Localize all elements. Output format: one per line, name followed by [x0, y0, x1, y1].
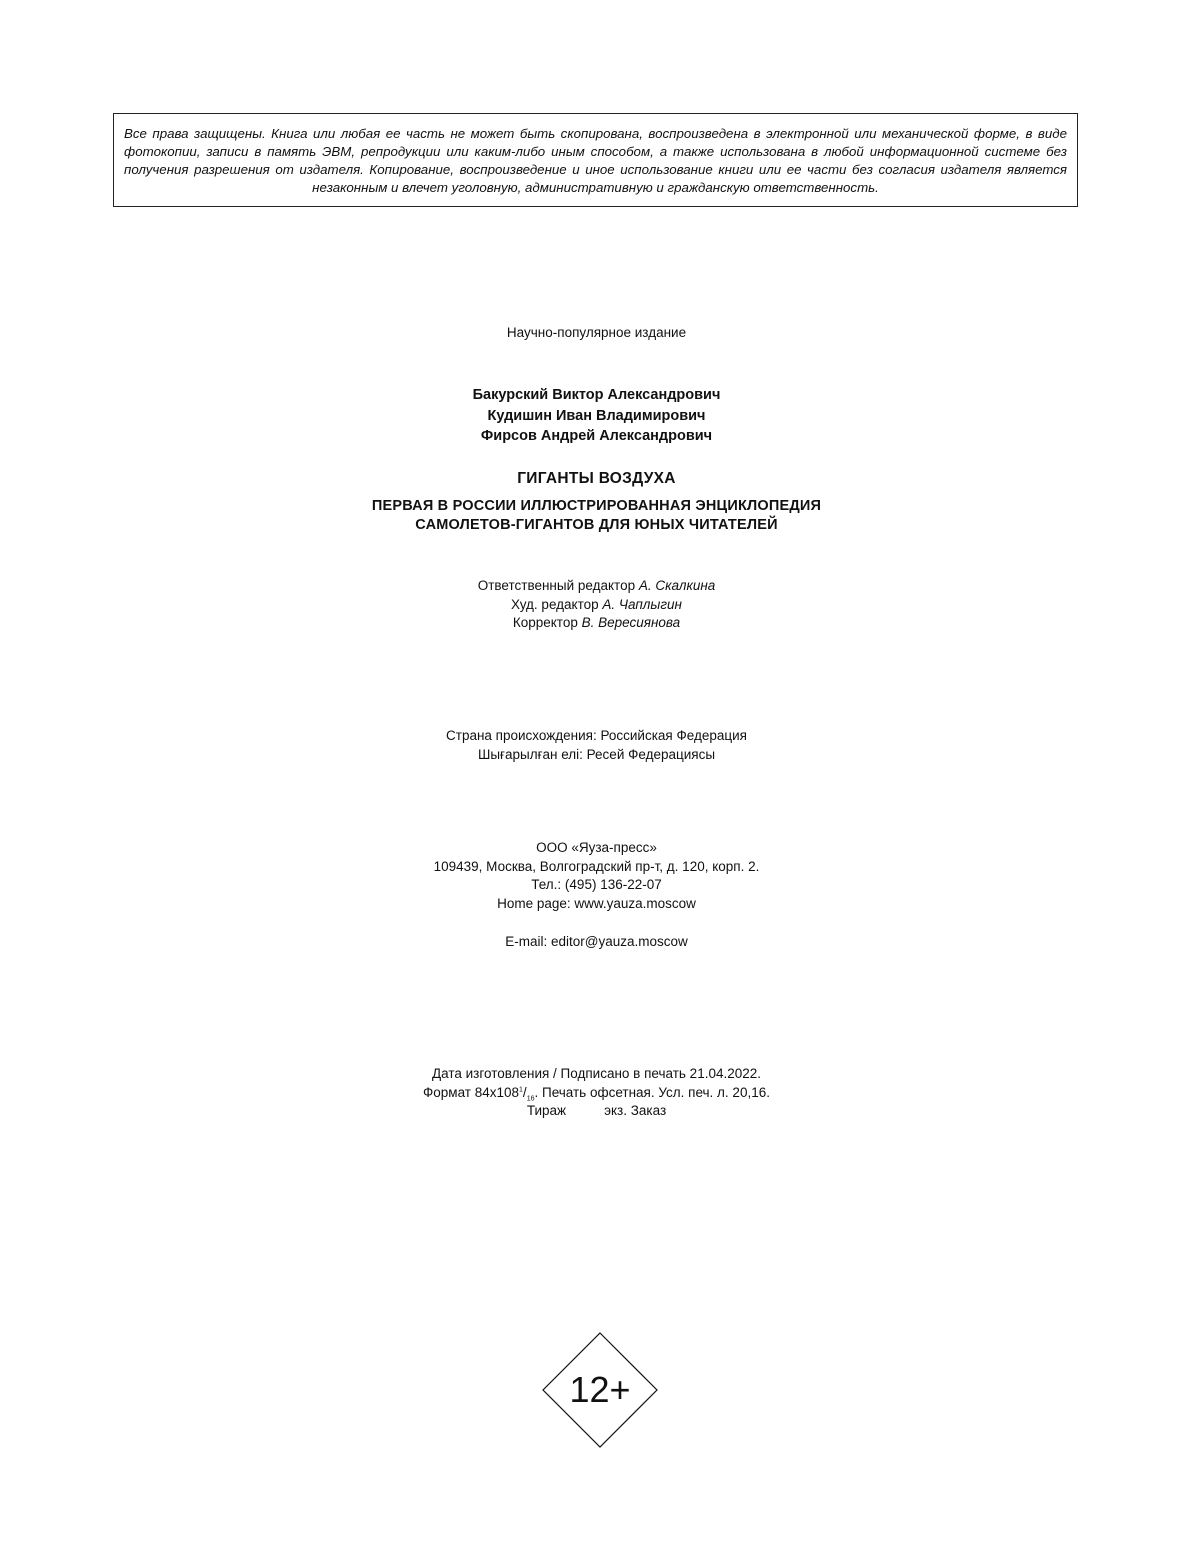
- age-rating-label: 12+: [569, 1369, 631, 1410]
- print-format-line: [0, 1084, 1193, 1103]
- editor-line: [0, 614, 1193, 633]
- run-label: Тираж: [526, 1103, 567, 1118]
- format-suffix: . Печать офсетная. Усл. печ. л. 20,16.: [534, 1084, 770, 1100]
- publisher-address: 109439, Москва, Волгоградский пр-т, д. 120, корп. 2.: [433, 858, 760, 874]
- subtitle-line: ПЕРВАЯ В РОССИИ ИЛЛЮСТРИРОВАННАЯ ЭНЦИКЛОПЕДИЯ: [371, 498, 822, 514]
- country-of-origin: [0, 727, 1193, 764]
- publisher-name: ООО «Яуза-пресс»: [536, 840, 657, 855]
- author-name: Фирсов Андрей Александрович: [480, 428, 713, 444]
- editors-list: [0, 577, 1193, 633]
- format-prefix: Формат 84х108: [423, 1084, 520, 1100]
- email-text: E-mail: editor@yauza.moscow: [505, 934, 688, 949]
- editor-role: Худ. редактор: [511, 596, 599, 612]
- print-info: [0, 1065, 1193, 1121]
- book-title: [0, 469, 1193, 489]
- format-sup: 1: [519, 1086, 523, 1093]
- print-date-line: Дата изготовления / Подписано в печать 21.04.2022.: [432, 1066, 761, 1081]
- publisher-info: [0, 839, 1193, 913]
- country-line: Шығарылған елі: Ресей Федерациясы: [477, 746, 716, 762]
- print-run-line: [0, 1102, 1193, 1121]
- author-name: Кудишин Иван Владимирович: [487, 407, 706, 424]
- book-subtitle: [0, 497, 1193, 535]
- genre-label: [0, 324, 1193, 343]
- format-slash: /: [522, 1084, 527, 1100]
- publisher-phone: Тел.: (495) 136-22-07: [531, 877, 662, 892]
- editor-line: [0, 577, 1193, 596]
- run-suffix: экз. Заказ: [604, 1103, 667, 1118]
- publisher-email: [0, 933, 1193, 952]
- country-line: Страна происхождения: Российская Федерация: [446, 728, 747, 743]
- editor-name: В. Вересиянова: [581, 615, 681, 630]
- genre-text: Научно-популярное издание: [506, 325, 687, 340]
- book-title-text: ГИГАНТЫ ВОЗДУХА: [517, 470, 676, 487]
- author-name: Бакурский Виктор Александрович: [472, 387, 721, 403]
- editor-line: [0, 596, 1193, 615]
- editor-name: А. Чаплыгин: [602, 596, 682, 612]
- copyright-notice: Все права защищены. Книга или любая ее часть не может быть скопирована, воспроизведена в электронной или механической форме, в виде фотокопии, записи в память ЭВМ, репродукции или каким-либо иным способом, а также использована в любой информационной системе без получения разрешения от издателя. Копирование, воспроизведение и иное использование книги или ее части без согласия издателя является незаконным и влечет уголовную, административную и гражданскую ответственность.: [113, 113, 1078, 207]
- authors-list: [0, 385, 1193, 447]
- editor-role: Корректор: [512, 615, 578, 630]
- format-sub: 16: [526, 1095, 535, 1103]
- publisher-homepage: Home page: www.yauza.moscow: [497, 895, 696, 911]
- subtitle-line: САМОЛЕТОВ-ГИГАНТОВ ДЛЯ ЮНЫХ ЧИТАТЕЛЕЙ: [415, 517, 778, 533]
- editor-name: А. Скалкина: [638, 578, 716, 593]
- editor-role: Ответственный редактор: [477, 578, 636, 593]
